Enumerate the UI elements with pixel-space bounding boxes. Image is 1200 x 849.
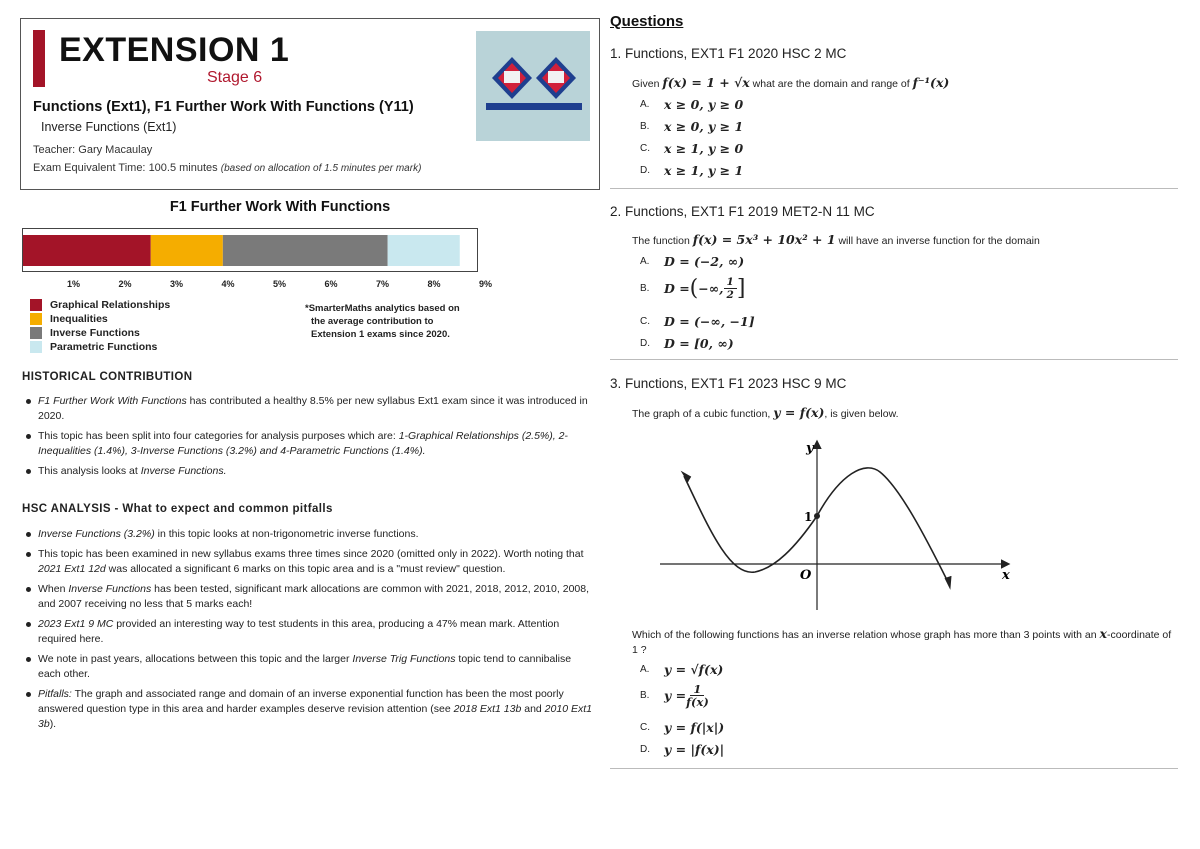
question-divider [610, 359, 1178, 360]
school-crest-icon [476, 31, 590, 141]
question-2-title: 2. Functions, EXT1 F1 2019 MET2-N 11 MC [610, 204, 875, 219]
hsc-analysis-heading: HSC ANALYSIS - What to expect and common pitfalls [22, 503, 333, 515]
origin-label: O [800, 568, 812, 583]
subtopic-title: Inverse Functions (Ext1) [41, 120, 177, 134]
list-item: 2023 Ext1 9 MC provided an interesting way to test students in this area, producing a 47% mean mark. Attention required here. [38, 617, 594, 647]
legend-swatch [30, 327, 42, 339]
legend-swatch [30, 299, 42, 311]
legend-label: Parametric Functions [50, 341, 158, 353]
question-3-option-c[interactable]: C. y = f(|x|) [640, 720, 725, 735]
x-tick-label: 4% [221, 279, 235, 289]
legend-label: Inequalities [50, 313, 108, 325]
question-divider [610, 188, 1178, 189]
legend-entry [30, 340, 170, 354]
chart-legend [30, 298, 170, 354]
analytics-note-line: Extension 1 exams since 2020. [311, 329, 450, 340]
list-item: Pitfalls: The graph and associated range and domain of an inverse exponential function has been the most poorly answered question type in this area and harder examples deserve revision attention (see 2018 Ext1 13b and 2010 Ext1 3b). [38, 687, 594, 732]
list-item: We note in past years, allocations between this topic and the larger Inverse Trig Functions topic tend to cannibalise each other. [38, 652, 594, 682]
exam-time-line [33, 162, 421, 174]
historical-heading: HISTORICAL CONTRIBUTION [22, 371, 193, 383]
header-box [20, 18, 600, 190]
question-1-option-d[interactable]: D. x ≥ 1, y ≥ 1 [640, 163, 744, 178]
brand-accent-bar [33, 30, 45, 87]
question-2-option-a[interactable]: A. D = (−2, ∞) [640, 254, 745, 269]
x-tick-label: 1% [66, 279, 81, 289]
question-3-option-a[interactable]: A. y = √f(x) [640, 662, 724, 677]
x-tick-label: 5% [272, 279, 287, 289]
chart-x-ticks [22, 279, 492, 293]
question-1-option-c[interactable]: C. x ≥ 1, y ≥ 0 [640, 141, 744, 156]
question-1-text: Given f(x) = 1 + √x what are the domain and range of f⁻¹(x) [632, 75, 950, 90]
question-divider [610, 768, 1178, 769]
extension-title: EXTENSION 1 [59, 31, 290, 69]
teacher-label: Teacher: [33, 144, 76, 156]
question-3-prompt: Which of the following functions has an inverse relation whose graph has more than 3 points with an x-coordinate of 1 ? [632, 626, 1172, 656]
list-item: This analysis looks at Inverse Functions. [38, 464, 594, 479]
legend-swatch [30, 313, 42, 325]
list-item: This topic has been split into four categories for analysis purposes which are: 1-Graphical Relationships (2.5%), 2-Inequalities (1.4%), 3-Inverse Functions (3.2%) and 4-Parametric Functions (1.4%). [38, 429, 594, 459]
legend-label: Inverse Functions [50, 327, 140, 339]
question-1-title: 1. Functions, EXT1 F1 2020 HSC 2 MC [610, 46, 847, 61]
analytics-note [305, 302, 505, 341]
question-2-option-b[interactable]: B. D = ( −∞, $\frac{1}{2}$ ] [640, 276, 746, 301]
x-tick-label: 3% [169, 279, 184, 289]
question-3-title: 3. Functions, EXT1 F1 2023 HSC 9 MC [610, 376, 847, 391]
question-2-text: The function f(x) = 5x³ + 10x² + 1 will have an inverse function for the domain [632, 232, 1040, 247]
legend-swatch [30, 341, 42, 353]
exam-time-label: Exam Equivalent Time: [33, 162, 146, 174]
legend-entry [30, 312, 170, 326]
list-item: This topic has been examined in new syllabus exams three times since 2020 (omitted only in 2022). Worth noting that 2021 Ext1 12d was allocated a significant 6 marks on this topic area and is a "must review" question. [38, 547, 594, 577]
question-3-text: The graph of a cubic function, y = f(x), is given below. [632, 405, 899, 420]
hsc-analysis-list [38, 527, 594, 737]
school-logo [476, 31, 590, 141]
cubic-graph [660, 436, 1040, 614]
legend-entry [30, 298, 170, 312]
x-axis-label: x [1002, 568, 1010, 583]
x-tick-label: 9% [478, 279, 493, 289]
one-label: 1 [804, 510, 813, 524]
teacher-name: Gary Macaulay [78, 144, 153, 156]
analytics-note-line: the average contribution to [311, 316, 434, 327]
analytics-note-line: *SmarterMaths analytics based on [305, 303, 460, 314]
topic-title: Functions (Ext1), F1 Further Work With Functions (Y11) [33, 99, 414, 115]
question-3-option-b[interactable]: B. y = $\frac{1}{f(x)}$ [640, 682, 709, 709]
x-tick-label: 8% [427, 279, 441, 289]
list-item: F1 Further Work With Functions has contributed a healthy 8.5% per new syllabus Ext1 exam since it was introduced in 2020. [38, 394, 594, 424]
question-1-option-a[interactable]: A. x ≥ 0, y ≥ 0 [640, 97, 744, 112]
chart-title: F1 Further Work With Functions [169, 199, 391, 215]
cubic-curve [684, 468, 948, 582]
stage-label: Stage 6 [207, 69, 263, 86]
exam-time-value: 100.5 minutes [148, 162, 218, 174]
x-tick-label: 6% [324, 279, 338, 289]
legend-entry [30, 326, 170, 340]
exam-time-note: (based on allocation of 1.5 minutes per mark) [220, 163, 422, 174]
y-intercept-point [814, 513, 820, 519]
list-item: When Inverse Functions has been tested, significant mark allocations are common with 2021, 2018, 2012, 2010, 2008, and 2007 receiving no less that 5 marks each! [38, 582, 594, 612]
list-item: Inverse Functions (3.2%) in this topic looks at non-trigonometric inverse functions. [38, 527, 594, 542]
y-axis-label: y [806, 441, 814, 456]
x-tick-label: 2% [118, 279, 132, 289]
chart-frame [22, 228, 478, 272]
teacher-line [33, 144, 152, 156]
legend-label: Graphical Relationships [50, 299, 171, 311]
x-tick-label: 7% [375, 279, 390, 289]
question-1-option-b[interactable]: B. x ≥ 0, y ≥ 1 [640, 119, 744, 134]
historical-list [38, 394, 594, 484]
questions-heading: Questions [610, 13, 684, 30]
question-2-option-d[interactable]: D. D = [0, ∞) [640, 336, 734, 351]
question-2-option-c[interactable]: C. D = (−∞, −1] [640, 314, 755, 329]
question-3-option-d[interactable]: D. y = |f(x)| [640, 742, 725, 757]
